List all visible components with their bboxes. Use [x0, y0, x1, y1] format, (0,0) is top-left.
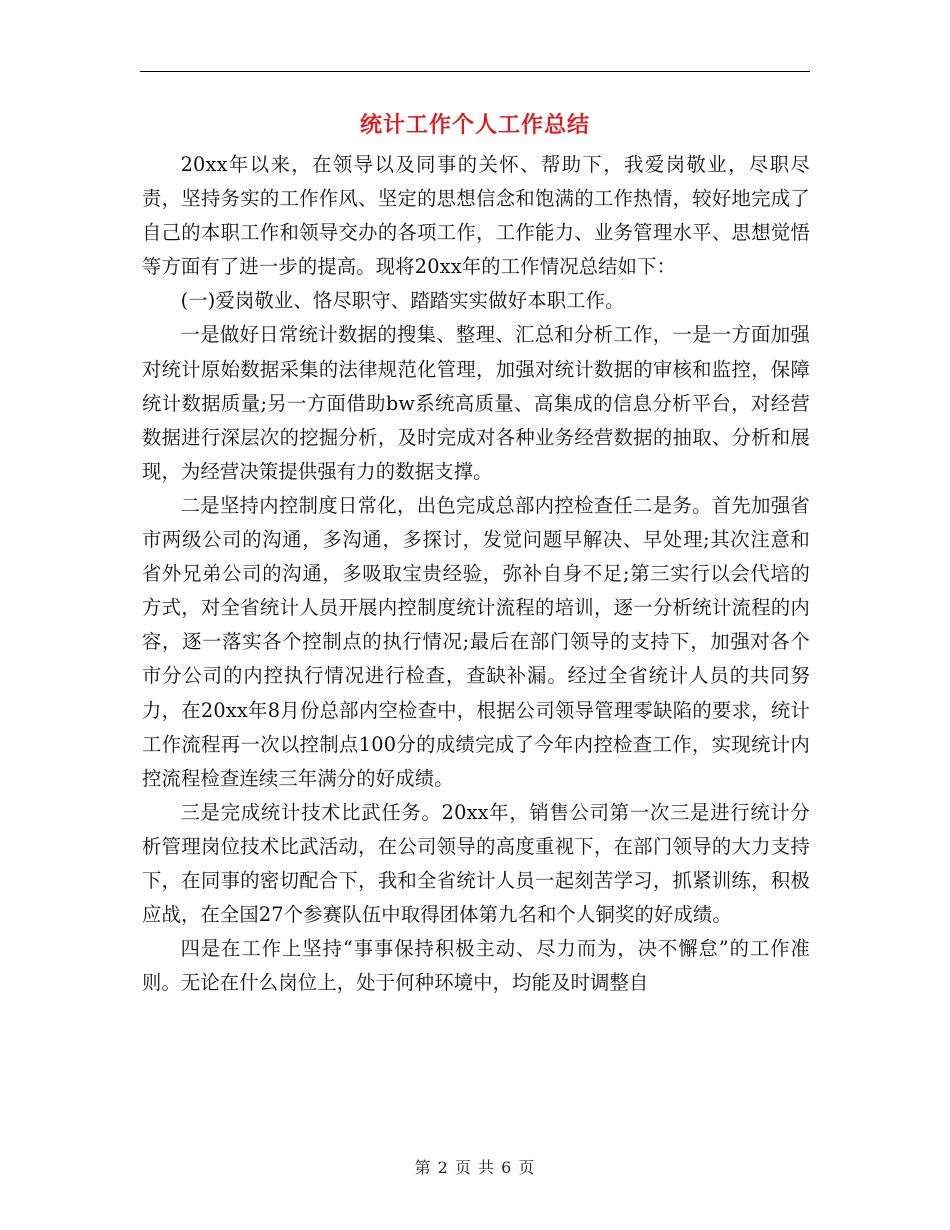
header-rule	[140, 71, 810, 72]
paragraph-intro: 20xx年以来，在领导以及同事的关怀、帮助下，我爱岗敬业，尽职尽责，坚持务实的工作作风、坚定的思想信念和饱满的工作热情，较好地完成了自己的本职工作和领导交办的各项工作，工作能力、业务管理水平、思想觉悟等方面有了进一步的提高。现将20xx年的工作情况总结如下：	[142, 153, 810, 279]
section-heading: (一)爱岗敬业、恪尽职守、踏踏实实做好本职工作。	[180, 289, 625, 313]
paragraph-item-3: 三是完成统计技术比武任务。20xx年，销售公司第一次三是进行统计分析管理岗位技术比武活动，在公司领导的高度重视下，在部门领导的大力支持下，在同事的密切配合下，我和全省统计人员一起刻苦学习，抓紧训练，积极应战，在全国27个参赛队伍中取得团体第九名和个人铜奖的好成绩。	[142, 800, 810, 927]
document-title: 统计工作个人工作总结	[359, 113, 590, 138]
paragraph-item-4: 四是在工作上坚持“事事保持积极主动、尽力而为，决不懈怠”的工作准则。无论在什么岗位上，处于何种环境中，均能及时调整自	[142, 937, 810, 995]
paragraph-item-2: 二是坚持内控制度日常化，出色完成总部内控检查任二是务。首先加强省市两级公司的沟通，多沟通，多探讨，发觉问题早解决、早处理;其次注意和省外兄弟公司的沟通，多吸取宝贵经验，弥补自身不足;第三实行以会代培的方式，对全省统计人员开展内控制度统计流程的培训，逐一分析统计流程的内容，逐一落实各个控制点的执行情况;最后在部门领导的支持下，加强对各个市分公司的内控执行情况进行检查，查缺补漏。经过全省统计人员的共同努力，在20xx年8月份总部内空检查中，根据公司领导管理零缺陷的要求，统计工作流程再一次以控制点100分的成绩完成了今年内控检查工作，实现统计内控流程检查连续三年满分的好成绩。	[142, 493, 810, 790]
page-footer: 第 2 页 共 6 页	[414, 1158, 536, 1177]
document-body	[142, 148, 810, 1000]
paragraph-item-1: 一是做好日常统计数据的搜集、整理、汇总和分析工作，一是一方面加强对统计原始数据采集的法律规范化管理，加强对统计数据的审核和监控，保障统计数据质量;另一方面借助bw系统高质量、高集成的信息分析平台，对经营数据进行深层次的挖掘分析，及时完成对各种业务经营数据的抽取、分析和展现，为经营决策提供强有力的数据支撑。	[142, 323, 810, 483]
